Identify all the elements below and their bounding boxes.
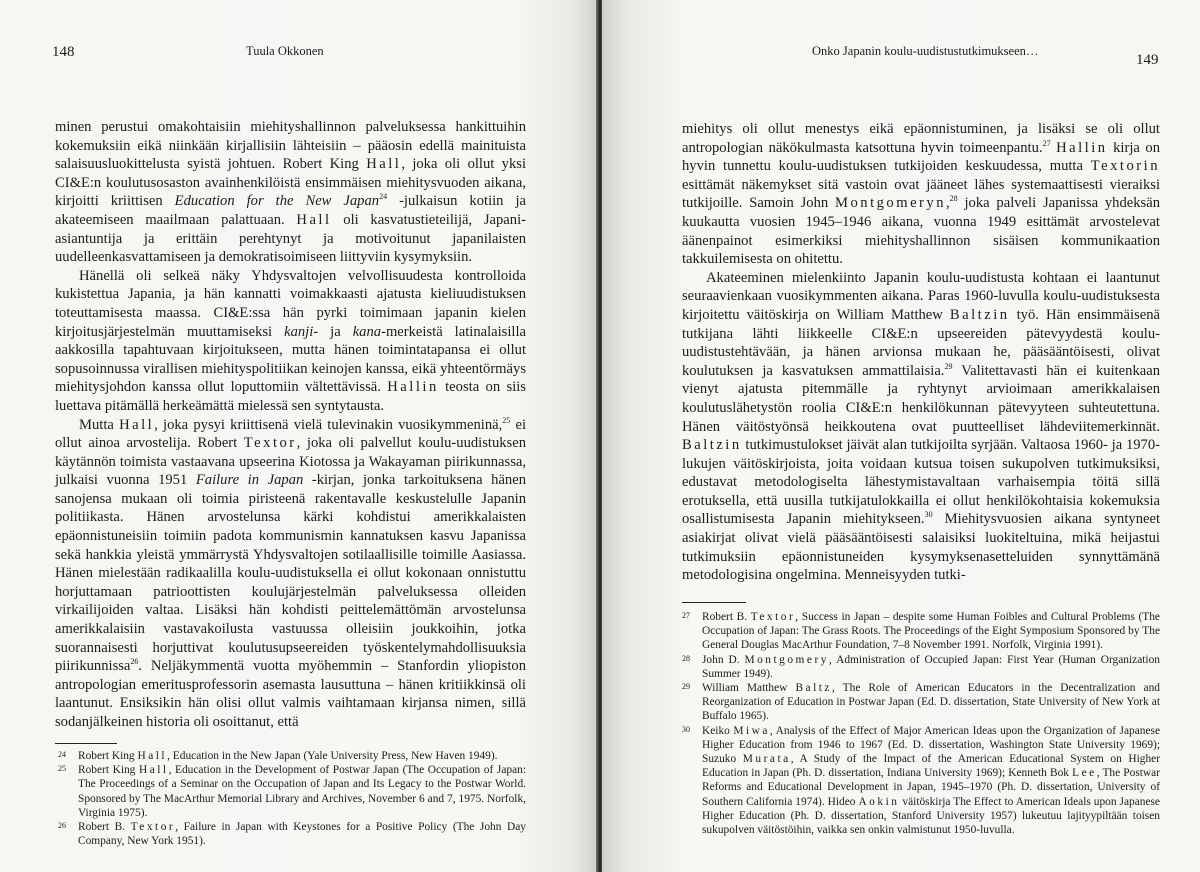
footnote-text xyxy=(78,749,526,763)
footnotes xyxy=(58,749,526,848)
footnote-text xyxy=(702,724,1160,838)
footnote-ref: 27 xyxy=(1042,138,1051,148)
spaced-name: Hall xyxy=(119,416,155,433)
spaced-name: Montgomery xyxy=(744,653,829,666)
text-run: , Education in the New Japan (Yale University Press, New Haven 1949). xyxy=(167,750,498,762)
paragraph xyxy=(682,120,1160,269)
spaced-name: Textor xyxy=(243,435,297,452)
text-run: oli kasvatustieteilijä, Japani-asiantuntija ja erittäin perehtynyt ja motivoitunut japanilaisten uudelleenkasvattamiseen ja demokratisoimiseen liittyviin kysymyksiin. xyxy=(55,211,526,266)
text-run: -merkeistä latinalaisilla aakkosilla tapahtuvaan kirjoitukseen, mutta hänen toimintatapansa ei ollut sopusoinnussa virallisen miehityspolitiikan keinojen kanssa, eikä yhteentörmäys miehitysjohdon kanssa ollut loputtomiin vältettävissä. xyxy=(55,323,526,396)
paragraph xyxy=(55,267,526,416)
text-run: joka palveli Japanissa yhdeksän kuukautta vuosien 1945–1946 aikana, vuonna 1949 esittämät arvostelevat äänenpainot esimerkiksi miehityshallinnon sisäisen kommunikaation takkuilemisesta on ohitettu. xyxy=(682,195,1160,268)
text-run: , joka pysyi kriittisenä vielä tulevinakin vuosikymmeninä, xyxy=(154,416,503,433)
spaced-name: Hall xyxy=(366,156,402,173)
spaced-name: Textor xyxy=(130,821,176,834)
footnote xyxy=(682,724,1160,838)
text-run: Miehitysvuosien aikana syntyneet asiakirjat olivat vielä pääsääntöisesti salaisiksi luokiteltuina, mikä heijastui tutkimuksiin epäonnistuneiden kysymyksenasetteluiden synnyttämänä metodologisina ongelmina. Menneisyyden tutki- xyxy=(682,511,1160,584)
text-run: tutkimustulokset jäivät alan tutkijoilta syrjään. Valtaosa 1960- ja 1970-lukujen väitöskirjoista, joita voidaan kutsua toisen sukupolven tutkimuksiksi, edustavat metodologiselta lähestymistavaltaan varhaisempia töitä sillä erotuksella, että uusilla tutkijatulokkailla ei ollut henkilökohtaisia kokemuksia osallistumisesta Japanin miehitykseen. xyxy=(682,437,1160,528)
text-run: teosta on siis luettava pitämällä herkeämättä mielessä sen syntytausta. xyxy=(55,379,526,414)
right-page xyxy=(602,0,1200,872)
footnote-number: 24 xyxy=(58,750,66,759)
footnote xyxy=(58,749,526,763)
text-run: , Failure in Japan with Keystones for a Positive Policy (The John Day Company, New York 1951). xyxy=(78,821,526,848)
italic-title: Failure in Japan xyxy=(195,472,304,489)
footnote-text xyxy=(702,610,1160,653)
spaced-name: Hall xyxy=(296,211,332,228)
text-run: Keiko xyxy=(702,724,734,737)
text-run: minen perustui omakohtaisiin miehityshallinnon palveluksessa hankittuihin kokemuksiin eikä niinkään kirjallisiin lähteisiin – pääosin edellä mainituista salaisuusluokittelusta syistä johtuen. Robert King xyxy=(55,119,526,173)
text-run: työ. Hän ensimmäisenä tutkijana lähti liikkeelle CI&E:n upseereiden pätevyydestä koulu-uudistustehtävään, ja hänen arvionsa mukaan he, pääsääntöisesti, olivat koulutuksen ja kasvatuksen ammattilaisia. xyxy=(682,306,1160,379)
footnote-number: 27 xyxy=(682,611,690,620)
footnote-rule xyxy=(55,743,117,744)
page-number: 148 xyxy=(52,44,75,60)
paragraph xyxy=(55,118,526,267)
footnote-text xyxy=(702,653,1160,681)
text-run: Mutta xyxy=(79,416,120,433)
text-run: , Analysis of the Effect of Major American Ideas upon the Organization of Japanese Higher Education from 1946 to 1967 (Ed. D. dissertation, Washington State University 1969); Suzuko xyxy=(702,724,1161,766)
text-run: , xyxy=(946,195,950,212)
text-run: Akateeminen mielenkiinto Japanin koulu-uudistusta kohtaan ei laantunut seuraavienkaan vuosikymmenten aikana. Paras 1960-luvulla koulu-uudistuksesta kirjoitettu väitöskirja on William Matthew xyxy=(682,269,1160,323)
footnote-number: 25 xyxy=(58,764,66,774)
footnote-ref: 26 xyxy=(130,657,139,667)
footnote-rule xyxy=(682,602,746,603)
footnote xyxy=(682,653,1160,681)
footnote xyxy=(682,681,1160,724)
text-run: William Matthew xyxy=(702,682,796,695)
spaced-name: Baltzin xyxy=(949,306,1010,323)
text-run: , The Postwar Reforms and Educational Development in Japan, 1945–1970 (Ph. D. dissertation, University of Southern California 1974). Hideo xyxy=(702,767,1161,808)
text-run: , Success in Japan – despite some Human Foibles and Cultural Problems (The Occupation of Japan: The Grass Roots. The Proceedings of the Eight Symposium Sponsored by The General Douglas MacArthur Foundation, 7–8 November 1991. Norfolk, Virginia 1991). xyxy=(702,611,1160,652)
footnote-text xyxy=(702,681,1160,724)
text-run: -julkaisun kotiin ja akateemiseen maailmaan palattuaan. xyxy=(55,193,526,228)
footnote xyxy=(58,763,526,820)
text-run: ei ollut ainoa arvostelija. Robert xyxy=(55,416,527,452)
footnotes xyxy=(682,610,1160,837)
italic-title: kanji xyxy=(284,323,314,340)
text-run: Robert B. xyxy=(702,611,751,623)
footnote xyxy=(682,610,1160,653)
spaced-name: Baltzin xyxy=(682,437,742,454)
spaced-name: Textorin xyxy=(1090,158,1160,175)
footnote-ref: 28 xyxy=(949,194,958,204)
text-run: Valitettavasti hän ei kuitenkaan vienyt ajatusta pitemmälle ja ryhtynyt arvioimaan amerikkalaisen koulutuslähetystön roolia CI&E:n henkilökunnan pätevyyteen suhteutettuna. Hänen väitöstyönsä heikkoutena ovat puutteelliset lähdeviitemerkinnät. xyxy=(682,362,1161,435)
text-run: Robert King xyxy=(78,764,139,777)
text-run: miehitys oli ollut menestys eikä epäonnistuminen, ja lisäksi se oli ollut antropologian näkökulmasta katsottuna hyvin toimeenpantu. xyxy=(682,121,1160,156)
spaced-name: Aokin xyxy=(858,795,900,808)
spaced-name: Hall xyxy=(137,750,168,762)
italic-title: kana xyxy=(352,323,382,340)
footnote xyxy=(58,820,526,848)
spaced-name: Hallin xyxy=(1056,139,1108,156)
text-run: , Education in the Development of Postwar Japan (The Occupation of Japan: The Proceedings of a Seminar on the Occupation of Japan and Its Legacy to the Postwar World. Sponsored by The MacArthur Memorial Library and Archives, November 6 and 7, 1975. Norfolk, Virginia 1975). xyxy=(78,764,526,819)
footnote-number: 26 xyxy=(58,821,66,831)
spaced-name: Murata xyxy=(742,753,791,766)
italic-title: Education for the New Japan xyxy=(174,193,380,210)
spaced-name: Hall xyxy=(138,764,169,777)
spaced-name: Lee xyxy=(1072,767,1097,780)
text-run: esittämät näkemykset sitä vastoin ovat jääneet lähes systemaattisesti vieraiksi tutkijoille. Samoin John xyxy=(682,176,1160,212)
text-run: . Neljäkymmentä vuotta myöhemmin – Stanfordin yliopiston antropologian emeritusprofessorin asemasta lausuttuna – hänen kritiikkinsä oli laantunut. Ensiksikin hän olisi ollut valmis vaihtamaan kirjansa nimen, sillä sodanjälkeinen historia oli osoittanut, että xyxy=(55,658,526,730)
page-number: 149 xyxy=(1136,52,1159,68)
text-run: , The Role of American Educators in the Decentralization and Reorganization of Education in Postwar Japan (Ed. D. dissertation, State University of New York at Buffalo 1965). xyxy=(702,682,1160,723)
text-run: Robert King xyxy=(78,750,138,762)
text-run: väitöskirja The Effect to American Ideals upon Japanese Higher Education (Ph. D. dissertation, Stanford University 1957) lukeutuu lajityypiltään toisen sukupolven väitöstöihin, vaikka sen onkin valmistunut 1950-luvulla. xyxy=(702,795,1160,837)
footnote-number: 30 xyxy=(682,724,690,734)
text-run: , A Study of the Impact of the American Educational System on Higher Education in Japan (Ph. D. dissertation, Indiana University 1969); Kenneth Bok xyxy=(702,753,1160,780)
spaced-name: Miwa xyxy=(733,724,770,737)
text-run: -kirjan, jonka tarkoituksena hänen sanojensa mukaan oli toimia piristeenä rakentavalle keskustelulle Japanin politiikasta. Hänen arvostelunsa kärki kohdistui amerikkalaisten epäonnistuneisiin toimiin padota kommunismin kannatuksen kasvu Japanissa sekä hankkia yleistä ymmärrystä Yhdysvaltojen sotilaallisille toimille Aasiassa. Hänen mielestään radikaalilla koulu-uudistuksella ei ollut kokonaan onnistuttu horjuttamaan patrioottisten koulujärjestelmän palveluksessa olleiden virkailijoiden valtaa. Lisäksi hän kohdisti peittelemättömän arvostelunsa amerikkalaisiin vastavakoilusta vastuussa olleisiin joukkoihin, jotka suorannaisesti horjuttivat koulutusupseereiden työskentelymahdollisuuksia piirikunnissa xyxy=(55,472,527,675)
spaced-name: Hallin xyxy=(387,379,439,396)
footnote-ref: 25 xyxy=(502,415,511,425)
text-run: kirja on hyvin tunnettu koulu-uudistuksen tutkijoiden keskuudessa, mutta xyxy=(682,139,1161,175)
footnote-text xyxy=(78,820,526,848)
paragraph xyxy=(682,269,1160,585)
paragraph xyxy=(55,416,526,732)
footnote-number: 29 xyxy=(682,682,690,692)
footnote-ref: 24 xyxy=(379,192,388,202)
text-run: , joka oli palvellut koulu-uudistuksen käytännön toimista vastaavana upseerina Kiotossa ja Wakayaman piirikunnassa, julkaisi vuonna 1951 xyxy=(55,435,527,489)
body-text xyxy=(55,118,526,732)
text-run: , joka oli ollut yksi CI&E:n koulutusosaston avainhenkilöistä ensimmäisen miehitysvuoden aikana, kirjoitti kriittisen xyxy=(55,156,526,210)
text-run: , Administration of Occupied Japan: First Year (Human Organization Summer 1949). xyxy=(702,653,1160,680)
spaced-name: Textor xyxy=(750,611,796,623)
spaced-name: Montgomeryn xyxy=(835,195,947,212)
footnote-text xyxy=(78,763,526,820)
footnote-ref: 30 xyxy=(924,510,933,520)
footnote-ref: 29 xyxy=(944,361,953,371)
running-head: Tuula Okkonen xyxy=(246,44,324,58)
left-page xyxy=(0,0,598,872)
footnote-number: 28 xyxy=(682,653,690,663)
text-run: - ja xyxy=(313,323,353,340)
text-run: Hänellä oli selkeä näky Yhdysvaltojen velvollisuudesta kontrolloida kukistettua Japania, ja hän kannatti voimakkaasti ajatusta kieliuudistuksen toteuttamisesta maassa. CI&E:ssa hän pyrki toimimaan japanin kielen kirjoitusjärjestelmän muuttamiseksi xyxy=(55,267,526,340)
body-text xyxy=(682,120,1160,585)
running-head: Onko Japanin koulu-uudistustutkimukseen… xyxy=(812,44,1039,58)
text-run: John D. xyxy=(702,653,745,666)
text-run: Robert B. xyxy=(78,821,131,834)
spaced-name: Baltz xyxy=(795,682,832,695)
